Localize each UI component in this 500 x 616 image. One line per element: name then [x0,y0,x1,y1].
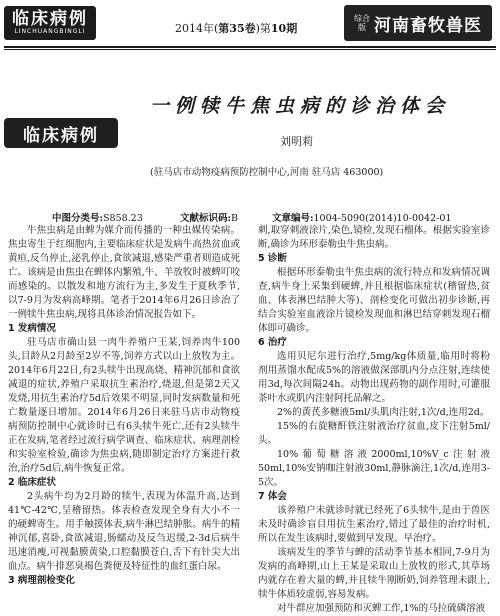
section-badge: 临床病例 [4,118,118,148]
journal-side-bottom: 版 [358,23,366,32]
column-logo-en: LINCHUANGBINGLI [14,28,86,35]
paragraph: 2%的黄芪多糖液5ml/头肌肉注射,1次/d,连用2d。 [277,407,490,418]
journal-side-top: 综合 [354,14,370,23]
journal-side-label [354,14,370,32]
paragraph: 驻马店市确山县一肉牛养殖户王某,饲养肉牛100头,目龄从2月龄至2岁不等,饲养方式以山上放牧为主。2014年6月22日,有2头犊牛出现高烧、精神沉郁和食欲减退的症状,养殖户采取抗生素治疗,烧退,但是第2天又发烧,用抗生素治疗5d后效果不明显,同时发病数量和死亡数量逐日增加。2014年6月26日来驻马店市动物疫病预防控制中心就诊时已有6头犊牛死亡,还有2头犊牛正在发病,笔者经过流行病学调查、临床症状、病理剖检和实验室检验,确诊为焦虫病,随即制定治疗方案进行救治,治疗5d后,病牛恢复正常。 [8,337,240,474]
article-affiliation: (驻马店市动物疫病预防控制中心,河南 驻马店 463000) [150,167,384,178]
issue-volume: 第35卷 [218,22,256,35]
paragraph: 对牛群应加强预防和灭蜱工作,1%的马拉硫磷溶液 [277,603,486,614]
document-code [180,210,238,224]
paragraph: 刺,取穿刺液涂片,染色,镜检,发现石榴体。根据实验室诊断,确诊为环形泰勒虫牛焦虫病。 [258,225,490,250]
intro-paragraph: 牛焦虫病是由蜱为媒介而传播的一种虫媒传染病。焦虫寄生于红细胞内,主要临床症状是发病牛高热贫血或黄疸,反刍停止,泌乳停止,食欲减退,感染严重者则造成死亡。该病是由焦虫在蜱体内繁殖,牛、羊放牧时被蜱叮咬而感染的。以散发和地方流行为主,多发生于夏秋季节,以7-9月为发病高峰期。笔者于2014年6月26日诊治了一例犊牛焦虫病,现将具体诊治情况报告如下。 [8,225,240,320]
section-heading: 7 体会 [258,491,287,502]
article-id-value: 1004-5090(2014)10-0042-01 [313,213,452,224]
paragraph: 该病发生的季节与蜱的活动季节基本相同,7-9月为发病的高峰期,山上王某是采取山上放牧的形式,其草场内就存在着大量的蜱,并且犊牛刚断奶,饲养管理未跟上,犊牛体质较虚弱,容易发病。 [258,547,490,600]
header-rule-thin [4,49,496,50]
header-rule [4,46,496,48]
issue-prefix: 2014年( [175,22,219,35]
article-author: 刘明莉 [280,135,313,148]
page-header [0,0,500,46]
document-code-value: B [231,213,238,224]
section-heading: 2 临床症状 [8,477,56,488]
column-logo [4,6,96,40]
section-heading: 1 发病情况 [8,323,56,334]
paragraph: 10%葡萄糖溶液2000ml,10%V_c注射液50ml,10%安钠咖注射液30ml,静脉滴注,1次/d,连用3-5次。 [258,449,490,488]
paragraph: 根据环形泰勒虫牛焦虫病的流行特点和发病情况调查,病牛身上采集到硬蜱,并且根据临床症状(稽留热,贫血、体表淋巴结肿大等)、剖检变化可做出初步诊断,再结合实验室血液涂片镜检发现血和淋巴结穿刺发现石榴体即可确诊。 [258,267,490,334]
journal-logo [344,5,492,41]
issue-number: 10期 [270,22,298,35]
clc-value: S858.23 [103,213,143,224]
section-heading: 6 治疗 [258,337,287,348]
left-column [8,224,240,588]
issue-info [175,20,297,36]
section-heading: 3 病理剖检变化 [8,575,75,586]
article-id [272,210,451,224]
clc-number [52,210,143,224]
article-id-label: 文章编号: [272,213,314,224]
paragraph: 2头病牛均为2月龄的犊牛,表现为体温升高,达到41℃-42℃,呈稽留热。体表检查发现全身有大小不一的硬蜱寄生。用手触摸体表,病牛淋巴结肿胀。病牛的精神沉郁,喜卧,食欲减退,肠蠕动及反刍迟缓,2-3d后病牛迅速消瘦,可视黏膜黄染,口腔黏膜苍白,舌下有针尖大出血点。病牛排恶臭褐色粪便及特征性的血红蛋白尿。 [8,491,240,572]
issue-mid: )第 [255,22,271,35]
paragraph: 15%的右旋糖酐铁注射液治疗贫血,皮下注射5ml/头。 [258,421,490,446]
article-title: 一例犊牛焦虫病的诊治体会 [150,95,451,117]
paragraph: 该养殖户未就诊时就已经死了6头犊牛,是由于兽医未及时确诊盲目用抗生素治疗,错过了最佳的治疗时机,所以在发生该病时,要做到早发现、早治疗。 [258,505,490,544]
journal-name: 河南畜牧兽医 [374,15,482,36]
clc-label: 中图分类号: [52,213,104,224]
document-code-label: 文献标识码: [180,213,232,224]
right-column [258,224,490,616]
section-heading: 5 诊断 [258,253,287,264]
paragraph: 选用贝尼尔进行治疗,5mg/kg体质量,临用时将粉剂用蒸馏水配成5%的溶液做深部肌内分点注射,连续使用3d,每次间隔24h。动物出现药物的副作用时,可灌服茶叶水或肌内注射阿托品解之。 [258,351,490,404]
column-logo-text: 临床病例 [12,9,88,29]
